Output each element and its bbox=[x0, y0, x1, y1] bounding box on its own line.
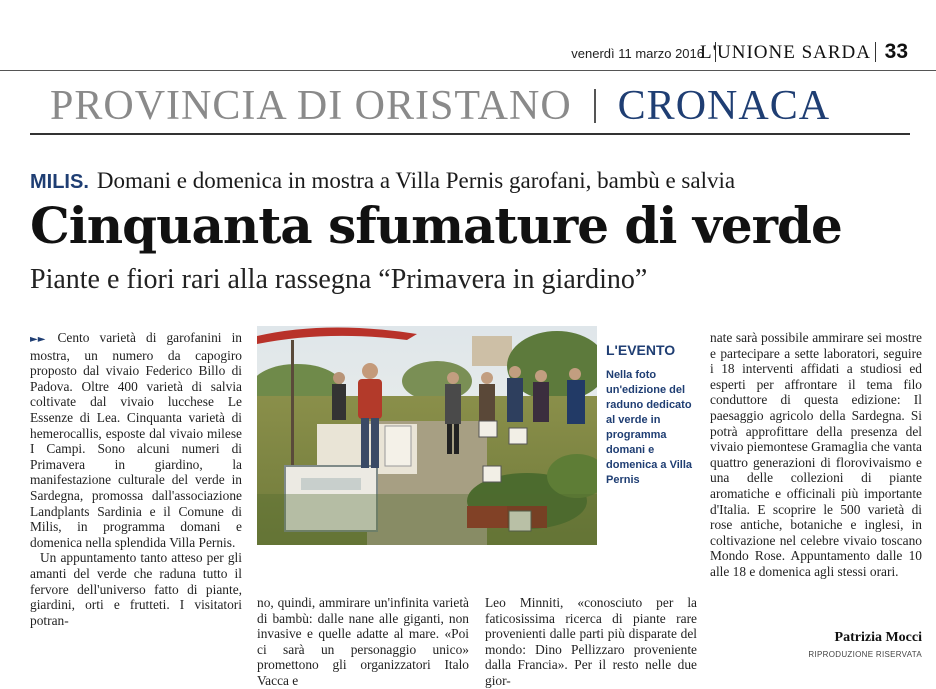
arrow-icon: ►► bbox=[30, 334, 46, 345]
article-column-4 bbox=[710, 330, 922, 580]
kicker-text: Domani e domenica in mostra a Villa Pernis garofani, bambù e salvia bbox=[96, 168, 736, 193]
masthead-divider bbox=[875, 42, 876, 62]
article-column-2 bbox=[257, 595, 469, 689]
article-paragraph: nate sarà possibile ammirare sei mostre e partecipare a sette laboratori, seguire i 18 interventi affidati a studiosi ed esperti per affrontare il tema filo conduttore di questa edizione: Il paesaggio agricolo della Sardegna. Si potrà approfittare della presenza del vivaio piemontese Gramaglia che vanta quattro generazioni di florovivaismo e una delle collezioni di piante aromatiche e officinali più importante d'Italia. E scoprire le 500 varietà di rose antiche, botaniche e inglesi, in coltivazione nel celebre vivaio toscano Mondo Rose. Appuntamento dalle 10 alle 18 e domenica agli stessi orari. bbox=[710, 330, 922, 579]
article-byline: Patrizia Mocci bbox=[834, 630, 922, 645]
masthead bbox=[0, 36, 936, 66]
kicker-location: MILIS. bbox=[30, 171, 89, 193]
issue-date: venerdì 11 marzo 2016 bbox=[571, 46, 704, 61]
section-rule bbox=[30, 133, 910, 135]
photo-caption bbox=[606, 342, 698, 488]
copyright-notice: RIPRODUZIONE RISERVATA bbox=[808, 650, 922, 659]
article-paragraph: Cento varietà di garofanini in mostra, un numero da capogiro proposto dal vivaio Federico Billo di Padova. Oltre 400 varietà di salvia coltivate dal vivaio lucchese Le Essenze di Lea. Cinquanta varietà di hemerocallis, esposte dal vivaio milese I Campi. Sono alcuni numeri di Primavera in giardino, la manifestazione culturale del verde in Sardegna, promossa dall'associazione Landplants Sardinia e il Comune di Milis, in programma domani e domenica nella splendida Villa Pernis. bbox=[30, 330, 242, 550]
article-subheadline: Piante e fiori rari alla rassegna “Primavera in giardino” bbox=[30, 264, 648, 295]
article-paragraph: Un appuntamento tanto atteso per gli amanti del verde che raduna tutto il fervore dell'universo fatto di piante, giardini, orti e frutteti. I visitatori potran- bbox=[30, 550, 242, 628]
newspaper-name: L'UNIONE SARDA bbox=[699, 42, 871, 63]
article-column-3 bbox=[485, 595, 697, 689]
section-header bbox=[50, 82, 830, 132]
caption-label: L'EVENTO bbox=[606, 342, 676, 358]
caption-text: Nella foto un'edizione del raduno dedicato al verde in programma domani e domenica a Villa Pernis bbox=[606, 369, 693, 486]
article-kicker bbox=[30, 168, 735, 194]
event-photo bbox=[257, 326, 597, 545]
article-column-1 bbox=[30, 330, 242, 628]
section-divider bbox=[594, 89, 596, 123]
section-name: CRONACA bbox=[617, 83, 831, 129]
article-paragraph: Leo Minniti, «conosciuto per la faticosissima ricerca di piante rare provenienti dalle parti più disparate del mondo: Dino Pellizzaro proveniente dalla Francia». Per il resto nelle due gior- bbox=[485, 595, 697, 688]
page-number: 33 bbox=[884, 40, 908, 63]
article-headline: Cinquanta sfumature di verde bbox=[30, 196, 842, 255]
section-province: PROVINCIA DI ORISTANO bbox=[50, 83, 572, 129]
article-paragraph: no, quindi, ammirare un'infinita varietà di bambù: dalle nane alle giganti, non invasive e quelle adatte al mare. «Poi ci sarà un personaggio unico» promettono gli organizzatori Italo Vacca e bbox=[257, 595, 469, 688]
header-rule bbox=[0, 70, 936, 71]
